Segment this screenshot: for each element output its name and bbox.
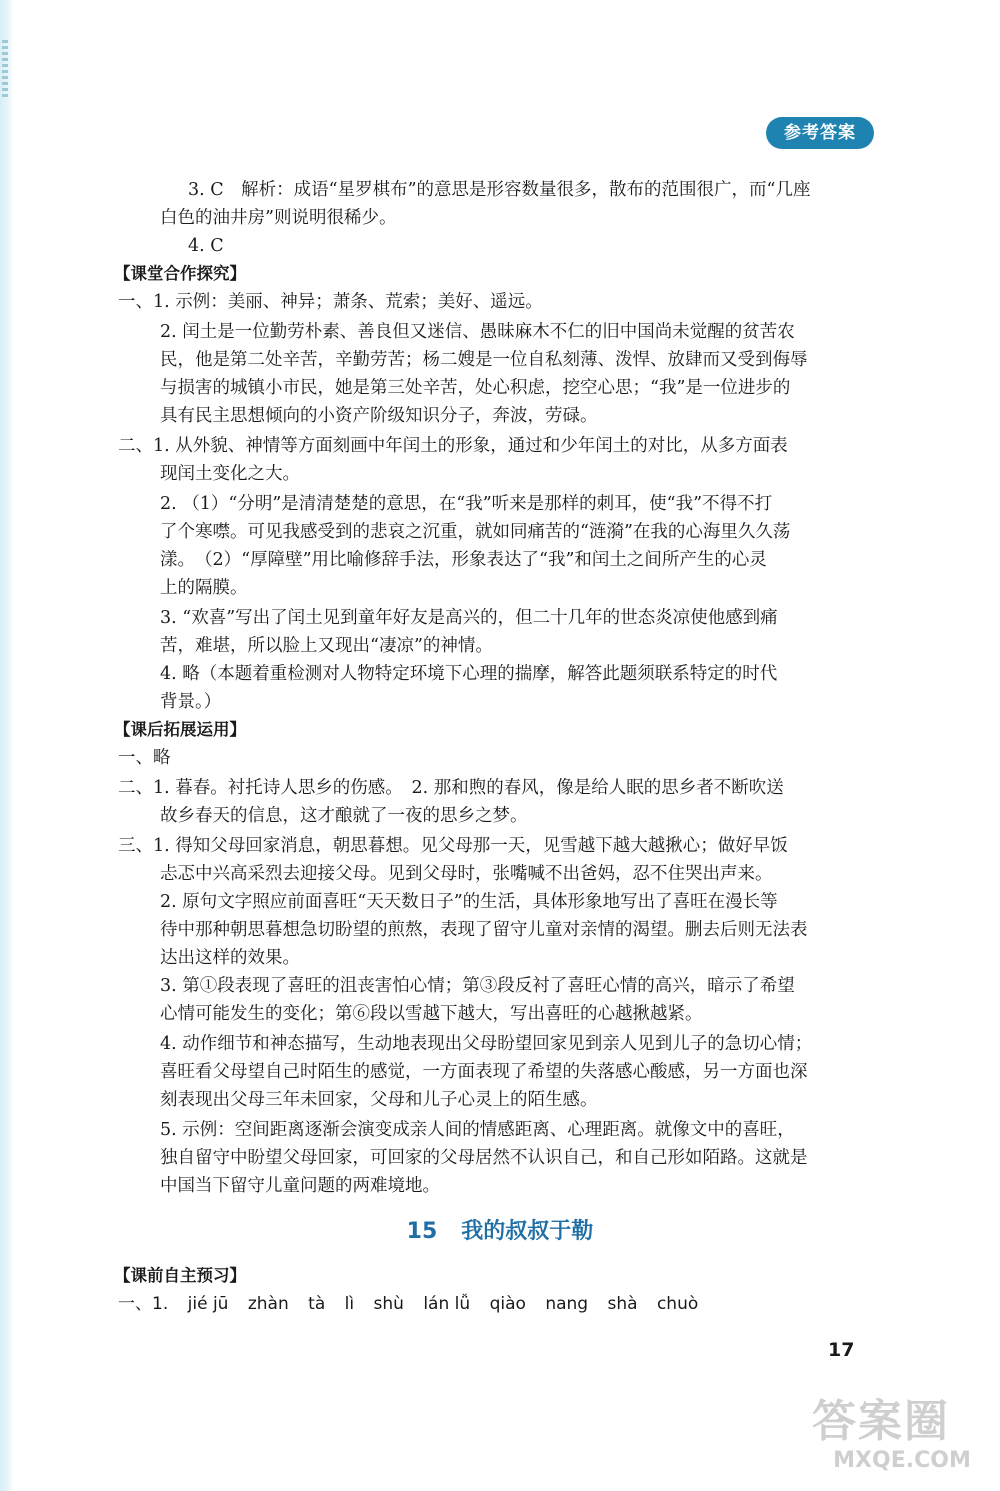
section-heading: 【课后拓展运用】 [114, 720, 246, 739]
text-line: 独自留守中盼望父母回家，可回家的父母居然不认识自己，和自己形如陌路。这就是 [160, 1148, 808, 1168]
text-line: 一、1. 示例：美丽、神异；萧条、荒索；美好、遥远。 [118, 292, 543, 312]
text-line: 一、略 [118, 748, 171, 768]
text-line: 5. 示例：空间距离逐渐会演变成亲人间的情感距离、心理距离。就像文中的喜旺， [160, 1120, 795, 1140]
text-line: 漾。 （2）“厚障壁”用比喻修辞手法，形象表达了“我”和闰土之间所产生的心灵 [160, 550, 767, 570]
text-line: 二、1. 从外貌、神情等方面刻画中年闰土的形象，通过和少年闰土的对比，从多方面表 [118, 436, 788, 456]
pinyin-item: zhàn [247, 1294, 289, 1314]
pinyin-item: tà [308, 1294, 326, 1314]
text-line: 2. 原句文字照应前面喜旺“天天数日子”的生活，具体形象地写出了喜旺在漫长等 [160, 892, 778, 912]
text-line: 刻表现出父母三年未回家，父母和儿子心灵上的陌生感。 [160, 1090, 598, 1110]
pinyin-item: lán lǚ [423, 1294, 471, 1314]
text-line: 二、1. 暮春。衬托诗人思乡的伤感。 2. 那和煦的春风，像是给人眠的思乡者不断吹送 [118, 778, 784, 798]
page-number: 17 [828, 1339, 855, 1361]
text-line: 4. C [188, 236, 224, 256]
text-line: 3. C 解析：成语“星罗棋布”的意思是形容数量很多，散布的范围很广，而“几座 [188, 180, 811, 200]
text-line: 现闰土变化之大。 [160, 464, 300, 484]
text-line: 待中那种朝思暮想急切盼望的煎熬，表现了留守儿童对亲情的渴望。删去后则无法表 [160, 920, 808, 940]
text-line: 苦，难堪，所以脸上又现出“凄凉”的神情。 [160, 636, 493, 656]
section-heading: 【课堂合作探究】 [114, 264, 246, 283]
text-line: 了个寒噤。可见我感受到的悲哀之沉重，就如同痛苦的“涟漪”在我的心海里久久荡 [160, 522, 791, 542]
text-line: 2. 闰土是一位勤劳朴素、善良但又迷信、愚昧麻木不仁的旧中国尚未觉醒的贫苦农 [160, 322, 795, 342]
pinyin-row [118, 1290, 712, 1318]
pinyin-item: shà [607, 1294, 638, 1314]
text-line: 忐忑中兴高采烈去迎接父母。见到父母时，张嘴喊不出爸妈，忍不住哭出声来。 [160, 864, 773, 884]
text-line: 心情可能发生的变化；第⑥段以雪越下越大，写出喜旺的心越揪越紧。 [160, 1004, 703, 1024]
text-line: 白色的油井房”则说明很稀少。 [160, 208, 397, 228]
text-line: 达出这样的效果。 [160, 948, 300, 968]
pinyin-item: nang [545, 1294, 589, 1314]
text-line: 背景。） [160, 692, 222, 712]
pinyin-item: jié jū [187, 1294, 229, 1314]
text-line: 中国当下留守儿童问题的两难境地。 [160, 1176, 440, 1196]
text-line: 3. “欢喜”写出了闰土见到童年好友是高兴的，但二十几年的世态炎凉使他感到痛 [160, 608, 778, 628]
text-line: 具有民主思想倾向的小资产阶级知识分子，奔波，劳碌。 [160, 406, 598, 426]
chapter-title [0, 1214, 1000, 1250]
text-line: 4. 动作细节和神态描写，生动地表现出父母盼望回家见到亲人见到儿子的急切心情； [160, 1034, 813, 1054]
text-line: 三、1. 得知父母回家消息，朝思暮想。见父母那一天，见雪越下越大越揪心；做好早饭 [118, 836, 788, 856]
edge-binding-mark [2, 40, 8, 100]
page-edge-strip [0, 0, 14, 1491]
watermark-logo-text: 答案圈 [812, 1396, 950, 1447]
pinyin-item: lì [344, 1294, 355, 1314]
text-line: 与损害的城镇小市民，她是第三处辛苦，处心积虑，挖空心思；“我”是一位进步的 [160, 378, 791, 398]
watermark-url: MXQE.COM [833, 1448, 971, 1473]
pinyin-item: chuò [656, 1294, 699, 1314]
text-line: 喜旺看父母望自己时陌生的感觉，一方面表现了希望的失落感心酸感，另一方面也深 [160, 1062, 808, 1082]
site-watermark [812, 1396, 992, 1486]
pinyin-prefix: 一、1. [118, 1294, 169, 1314]
text-line: 上的隔膜。 [160, 578, 248, 598]
text-line: 民，他是第二处辛苦，辛勤劳苦；杨二嫂是一位自私刻薄、泼悍、放肆而又受到侮辱 [160, 350, 808, 370]
text-line: 4. 略（本题着重检测对人物特定环境下心理的揣摩，解答此题须联系特定的时代 [160, 664, 778, 684]
chapter-name: 我的叔叔于勒 [461, 1219, 594, 1244]
text-line: 2. （1）“分明”是清清楚楚的意思，在“我”听来是那样的刺耳，使“我”不得不打 [160, 494, 773, 514]
chapter-number: 15 [406, 1219, 438, 1244]
section-heading: 【课前自主预习】 [114, 1266, 246, 1285]
pinyin-item: qiào [489, 1294, 526, 1314]
answer-key-badge: 参考答案 [766, 117, 874, 149]
text-line: 故乡春天的信息，这才酿就了一夜的思乡之梦。 [160, 806, 528, 826]
text-line: 3. 第①段表现了喜旺的沮丧害怕心情；第③段反衬了喜旺心情的高兴，暗示了希望 [160, 976, 795, 996]
pinyin-item: shù [373, 1294, 404, 1314]
